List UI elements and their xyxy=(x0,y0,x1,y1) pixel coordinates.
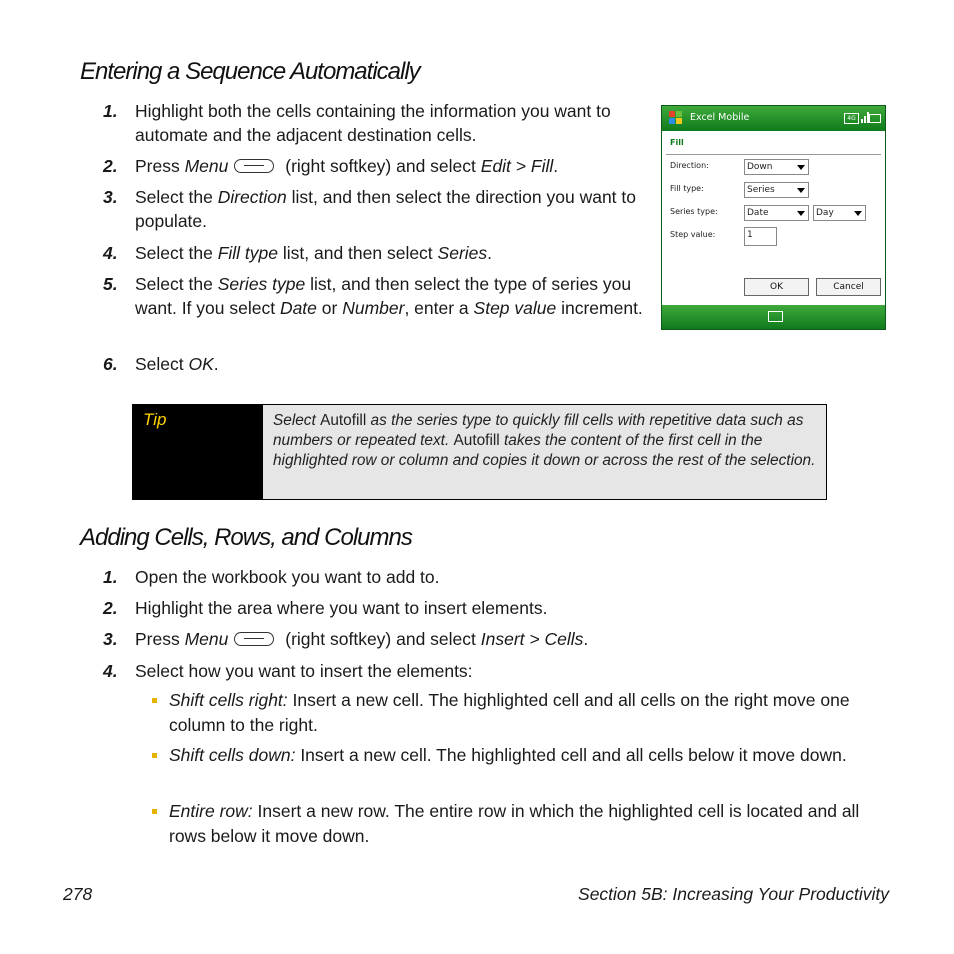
step-5: 5. Select the Series type list, and then select the type of series you want. If you select Date or Number, enter a Step value increment. xyxy=(103,274,643,318)
divider xyxy=(666,154,881,155)
step-2-3: 3. Press Menu (right softkey) and select Insert > Cells. xyxy=(103,629,589,649)
windows-logo-icon xyxy=(669,111,683,125)
step-2: 2. Press Menu (right softkey) and select Edit > Fill. xyxy=(103,156,559,176)
tip-label: Tip xyxy=(133,405,263,499)
signal-strength-icon xyxy=(861,112,869,123)
step-2-1: 1. Open the workbook you want to add to. xyxy=(103,567,440,587)
cancel-button[interactable]: Cancel xyxy=(816,278,881,296)
fill-panel-label: Fill xyxy=(670,138,684,147)
network-status-icon: 4G xyxy=(844,113,859,124)
step-value-input[interactable]: 1 xyxy=(744,227,777,246)
page-number: 278 xyxy=(63,884,93,904)
bullet-shift-right: Shift cells right: Insert a new cell. The highlighted cell and all cells on the right move one column to the right. xyxy=(169,690,850,735)
step-value-label: Step value: xyxy=(670,230,716,239)
bullet-icon xyxy=(152,753,157,758)
phone-softkey-bar xyxy=(662,305,885,329)
tip-text: Select Autofill as the series type to quickly fill cells with repetitive data such as numbers or repeated text. Autofill takes the content of the first cell in the highlighted row or column and copies it down or across the rest of the selection. xyxy=(273,412,816,469)
battery-icon xyxy=(869,114,881,123)
tip-box xyxy=(132,404,827,500)
bullet-icon xyxy=(152,698,157,703)
section-heading-adding-cells: Adding Cells, Rows, and Columns xyxy=(80,524,412,551)
step-3: 3. Select the Direction list, and then select the direction you want to populate. xyxy=(103,187,636,231)
step-4: 4. Select the Fill type list, and then select Series. xyxy=(103,243,493,263)
keyboard-icon[interactable] xyxy=(768,311,783,322)
fill-type-select[interactable]: Series xyxy=(744,182,809,198)
bullet-entire-row: Entire row: Insert a new row. The entire row in which the highlighted cell is located and all rows below it move down. xyxy=(169,801,860,846)
excel-mobile-fill-screenshot xyxy=(661,105,886,330)
dropdown-arrow-icon xyxy=(854,211,862,216)
dropdown-arrow-icon xyxy=(797,188,805,193)
step-2-2: 2. Highlight the area where you want to insert elements. xyxy=(103,598,548,618)
step-6: 6. Select OK. xyxy=(103,354,219,374)
menu-softkey-icon xyxy=(234,159,274,173)
series-type-label: Series type: xyxy=(670,207,718,216)
step-1: 1. Highlight both the cells containing the information you want to automate and the adjacent destination cells. xyxy=(103,101,611,145)
date-unit-select[interactable]: Day xyxy=(813,205,866,221)
direction-select[interactable]: Down xyxy=(744,159,809,175)
dropdown-arrow-icon xyxy=(797,165,805,170)
series-type-select[interactable]: Date xyxy=(744,205,809,221)
section-footer-title: Section 5B: Increasing Your Productivity xyxy=(578,884,889,904)
ok-button[interactable]: OK xyxy=(744,278,809,296)
phone-app-title: Excel Mobile xyxy=(690,112,750,123)
phone-title-bar xyxy=(662,106,885,131)
direction-label: Direction: xyxy=(670,161,709,170)
bullet-icon xyxy=(152,809,157,814)
section-heading-sequence: Entering a Sequence Automatically xyxy=(80,58,420,85)
step-2-4: 4. Select how you want to insert the elements: xyxy=(103,661,473,681)
dropdown-arrow-icon xyxy=(797,211,805,216)
bullet-shift-down: Shift cells down: Insert a new cell. The highlighted cell and all cells below it move down. xyxy=(169,745,847,765)
fill-type-label: Fill type: xyxy=(670,184,704,193)
menu-softkey-icon xyxy=(234,632,274,646)
